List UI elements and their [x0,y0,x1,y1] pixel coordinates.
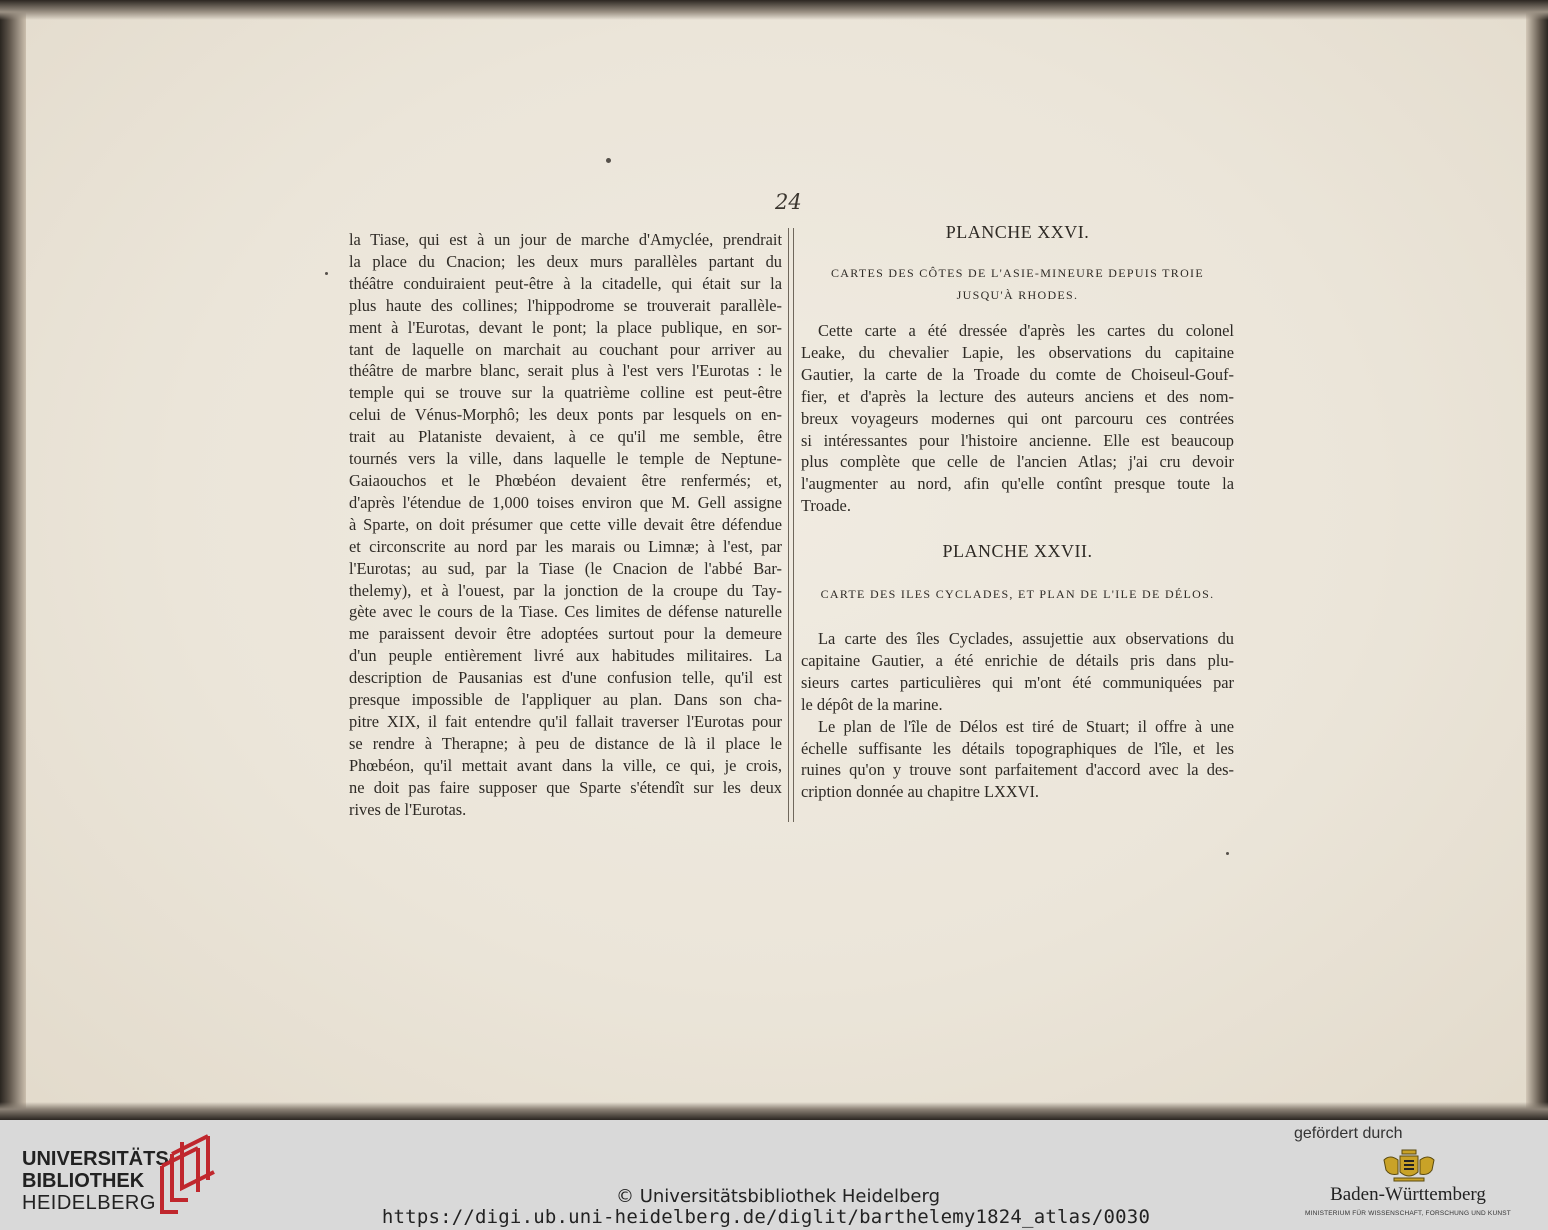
text-line: pitre XIX, il fait entendre qu'il fallait traverser l'Eurotas pour [349,711,782,731]
text-line: l'augmenter au nord, afin qu'elle contînt presque toute la [801,474,1234,494]
text-line: La carte des îles Cyclades, assujettie aux observations du [818,629,1234,648]
text-line: cription donnée au chapitre LXXVI. [801,782,1040,802]
text-line: plus haute des collines; l'hippodrome se trouverait parallèle- [349,295,782,315]
text-line: plus complète que celle de l'ancien Atlas; j'ai cru devoir [801,452,1234,472]
text-line: à Sparte, on doit présumer que cette ville devait être défendue [349,514,782,534]
text-line: celui de Vénus-Morphô; les deux ponts par lesquels on en- [349,405,782,425]
paper-speck [606,158,611,163]
text-line: Troade. [801,496,851,516]
text-line: presque impossible de l'appliquer au plan. Dans son cha- [349,690,782,710]
plate-26-text [801,320,1234,517]
text-line: la place du Cnacion; les deux murs parallèles partant du [349,251,782,271]
text-line: si intéressantes pour l'histoire ancienne. Elle est beaucoup [801,430,1234,450]
text-line: Gaiaouchos et le Phœbéon devaient être renfermés; et, [349,470,782,490]
coat-of-arms-icon [1380,1146,1438,1184]
text-line: Phœbéon, qu'il mettait avant dans la ville, ce qui, je crois, [349,755,782,775]
page-number: 24 [775,190,802,214]
text-line: se rendre à Therapne; à peu de distance de là il place le [349,733,782,753]
text-line: sieurs cartes particulières qui m'ont été communiquées par [801,672,1234,692]
plate-26-subtitle-line: CARTES DES CÔTES DE L'ASIE-MINEURE DEPUIS TROIE [831,266,1204,280]
text-line: rives de l'Eurotas. [349,799,467,819]
column-divider [788,228,794,822]
text-line: d'après l'étendue de 1,000 toises environ que M. Gell assigne [349,492,782,512]
copyright-text: © Universitätsbibliothek Heidelberg [615,1186,940,1207]
text-line: trait au Plataniste devaient, à ce qu'il me semble, être [349,427,782,447]
text-line: fier, et d'après la lecture des auteurs anciens et des nom- [801,386,1234,406]
sponsor-name: Baden-Württemberg [1330,1184,1486,1205]
text-line: la Tiase, qui est à un jour de marche d'Amyclée, prendrait [349,230,782,249]
text-line: Gautier, la carte de la Troade du comte de Choiseul-Gouf- [801,364,1234,384]
permalink-url[interactable]: https://digi.ub.uni-heidelberg.de/diglit/barthelemy1824_atlas/0030 [381,1206,1151,1228]
plate-27-title: PLANCHE XXVII. [942,541,1093,561]
text-line: capitaine Gautier, a été enrichie de détails pris dans plu- [801,650,1234,670]
plate-26-title: PLANCHE XXVI. [945,222,1090,242]
text-line: Le plan de l'île de Délos est tiré de Stuart; il offre à une [818,716,1234,736]
paper-speck [325,272,328,275]
text-line: temple qui se trouve sur la quatrième colline est peut-être [349,383,782,403]
text-line: ruines qu'on y trouve sont parfaitement d'accord avec la des- [801,760,1234,780]
library-name-line: UNIVERSITÄTS- [22,1148,176,1170]
plate-27-subtitle: CARTE DES ILES CYCLADES, ET PLAN DE L'ILE DE DÉLOS. [820,587,1215,601]
scan-shadow-left [0,0,26,1120]
scan-shadow-bottom [0,1102,1548,1120]
plate-26-subtitle [801,262,1234,306]
text-line: me paraissent devoir être adoptées surtout pour la demeure [349,624,782,644]
sponsor-ministry: MINISTERIUM FÜR WISSENSCHAFT, FORSCHUNG UND KUNST [1305,1210,1511,1217]
text-line: tournés vers la ville, dans laquelle le temple de Neptune- [349,449,782,469]
plate-26-subtitle-line: JUSQU'À RHODES. [956,288,1079,302]
paper-speck [1226,852,1229,855]
text-line: théâtre conduiraient peut-être à la citadelle, qui était sur la [349,273,782,293]
library-name-line: BIBLIOTHEK [22,1170,145,1192]
text-line: d'un peuple entièrement livré aux habitudes militaires. La [349,646,782,666]
text-line: Leake, du chevalier Lapie, les observations du capitaine [801,342,1234,362]
text-line: échelle suffisante les détails topographiques de l'île, et les [801,738,1234,758]
text-line: ment à l'Eurotas, devant le pont; la place publique, en sor- [349,317,782,337]
text-line: le dépôt de la marine. [801,694,943,714]
left-text-column [349,229,782,820]
library-name-line: HEIDELBERG [22,1192,156,1214]
text-line: ne doit pas faire supposer que Sparte s'étendît sur les deux [349,777,782,797]
text-line: l'Eurotas; au sud, par la Tiase (le Cnacion de l'abbé Bar- [349,558,782,578]
text-line: Cette carte a été dressée d'après les cartes du colonel [818,321,1234,340]
text-line: breux voyageurs modernes qui ont parcouru ces contrées [801,408,1234,428]
scan-shadow-top [0,0,1548,20]
scan-shadow-right [1526,0,1548,1120]
plate-27-text [801,628,1234,803]
text-line: gète avec le cours de la Tiase. Ces limites de défense naturelle [349,602,782,622]
text-line: théâtre de marbre blanc, serait plus à l'est vers l'Eurotas : le [349,361,782,381]
funded-by-label: gefördert durch [1294,1125,1403,1142]
text-line: et circonscrite au nord par les marais ou Limnæ; à l'est, par [349,536,782,556]
text-line: description de Pausanias est d'une confusion telle, qu'il est [349,668,782,688]
text-line: tant de laquelle on marchait au couchant pour arriver au [349,339,782,359]
text-line: thelemy), et à l'ouest, par la jonction de la croupe du Tay- [349,580,782,600]
